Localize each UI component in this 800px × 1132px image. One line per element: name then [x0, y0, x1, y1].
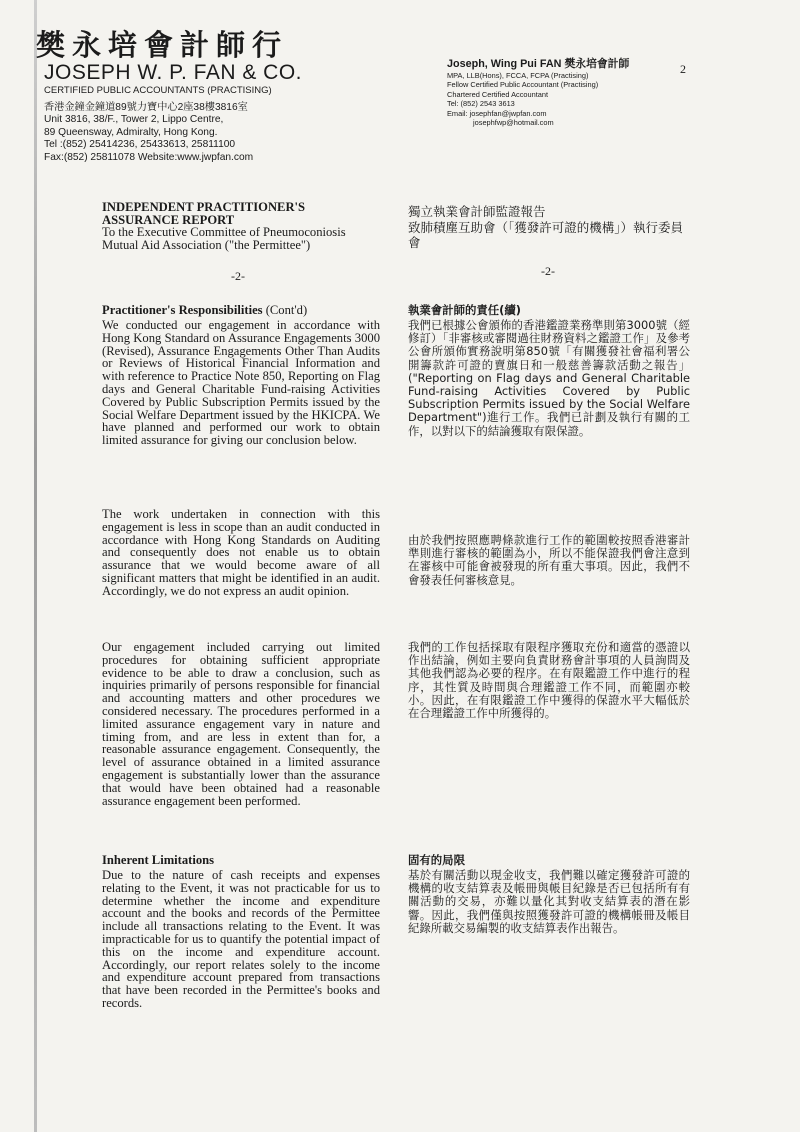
section-heading-inherent-limitations: Inherent Limitations [102, 853, 215, 867]
paragraph-text: 我們已根據公會頒佈的香港鑑證業務準則第3000號（經修訂）「非審核或審閱過往財務資料之鑑證工作」及參考公會所頒佈實務說明第850號「有關獲發社會福利署公開籌款許可證的賣旗日和一般慈善籌款活動之報告」("Reporting on Flag days and General Charitable Fund-raising Activities Covered by Public Subscription Permits issued by the Social Welfare Department")進行工作。我們已計劃及執行有關的工作，以對以下的結論獲取有限保證。 [408, 318, 690, 438]
responsibilities-paragraph-3-chinese [408, 641, 690, 720]
firm-chinese-name: 樊永培會計師行 [36, 28, 289, 62]
paragraph-text: The work undertaken in connection with this engagement is less in scope than an audit conducted in accordance with Hong Kong Standards on Auditing and consequently does not enable us to obtain assurance that we would become aware of all significant matters that might be identified in an audit. Accordingly, we do not express an audit opinion. [102, 507, 380, 598]
report-addressee-chinese: 致肺積塵互助會（「獲發許可證的機構」）執行委員會 [408, 219, 684, 251]
section-heading-inherent-limitations-chinese: 固有的局限 [408, 853, 465, 867]
address-line-1: Unit 3816, 38/F., Tower 2, Lippo Centre, [44, 114, 224, 126]
responsibilities-paragraph-1-english [102, 319, 380, 447]
report-title-chinese-block [408, 204, 690, 251]
paragraph-text: 由於我們按照應聘條款進行工作的範圍較按照香港審計準則進行審核的範圍為小，所以不能保證我們會注意到在審核中可能會被發現的所有重大事項。因此，我們不會發表任何審核意見。 [408, 533, 690, 587]
page-marker-english: -2- [231, 269, 245, 283]
report-addressee-english: To the Executive Committee of Pneumoconiosis Mutual Aid Association ("the Permittee") [102, 225, 346, 252]
firm-fax-website: Fax:(852) 25811078 Website:www.jwpfan.com [44, 151, 254, 163]
paragraph-text: We conducted our engagement in accordance with Hong Kong Standard on Assurance Engagements 3000 (Revised), Assurance Engagements Other Than Audits or Reviews of Historical Financial Information and with reference to Practice Note 850, Reporting on Flag days and General Charitable Fund-raising Activities Covered by Public Subscription Permits issued by the Social Welfare Department issued by the HKICPA. We have planned and performed our work to obtain limited assurance for giving our conclusion below. [102, 318, 380, 448]
page-marker-chinese: -2- [541, 264, 555, 278]
firm-english-name: JOSEPH W. P. FAN & CO. [44, 61, 303, 84]
responsibilities-paragraph-2-chinese [408, 534, 690, 587]
responsibilities-paragraph-1-chinese [408, 319, 690, 438]
contact-title-1: Fellow Certified Public Accountant (Practising) [447, 80, 599, 90]
firm-subtitle: CERTIFIED PUBLIC ACCOUNTANTS (PRACTISING) [44, 85, 272, 96]
contact-telephone: Tel: (852) 2543 3613 [447, 99, 515, 109]
contact-name: Joseph, Wing Pui FAN 樊永培會計師 [447, 58, 630, 70]
contact-title-2: Chartered Certified Accountant [447, 89, 549, 99]
paragraph-text: Our engagement included carrying out limited procedures for obtaining sufficient appropriate evidence to be able to draw a conclusion, such as inquiries primarily of persons responsible for financial and accounting matters and other procedures we considered necessary. The procedures performed in a limited assurance engagement vary in nature and timing from, and are less in extent than for, a reasonable assurance engagement. Consequently, the level of assurance obtained in a limited assurance engagement is substantially lower than the assurance that would have been obtained had a reasonable assurance engagement been performed. [102, 640, 380, 808]
responsibilities-heading-english [102, 304, 380, 317]
contact-email-2: josephfwp@hotmail.com [473, 118, 554, 128]
page-number: 2 [680, 62, 686, 76]
address-line-2: 89 Queensway, Admiralty, Hong Kong. [44, 126, 218, 138]
inherent-limitations-paragraph-chinese [408, 869, 690, 935]
contact-email-1: Email: josephfan@jwpfan.com [447, 108, 547, 118]
firm-address-block [44, 102, 253, 164]
inherent-limitations-paragraph-english [102, 869, 380, 1010]
section-heading-responsibilities-chinese: 執業會計師的責任(續) [408, 303, 521, 317]
address-chinese: 香港金鐘金鐘道89號力寶中心2座38樓3816室 [44, 102, 248, 113]
contact-block [447, 57, 629, 127]
report-title-line-2: ASSURANCE REPORT [102, 212, 235, 227]
contact-qualifications: MPA, LLB(Hons), FCCA, FCPA (Practising) [447, 71, 589, 80]
report-title-chinese: 獨立執業會計師監證報告 [408, 204, 546, 219]
responsibilities-paragraph-3-english [102, 641, 380, 807]
paragraph-text: 我們的工作包括採取有限程序獲取充份和適當的憑證以作出結論，例如主要向負責財務會計事項的人員詢問及其他我們認為必要的程序。在有限鑑證工作中進行的程序，其性質及時間與合理鑑證工作不同，而範圍亦較小。因此，在有限鑑證工作中獲得的保證水平大幅低於在合理鑑證工作中所獲得的。 [408, 640, 690, 721]
responsibilities-paragraph-2-english [102, 508, 380, 598]
section-heading-responsibilities: Practitioner's Responsibilities [102, 303, 263, 317]
report-title-line-1: INDEPENDENT PRACTITIONER'S [102, 200, 306, 214]
firm-telephone: Tel :(852) 25414236, 25433613, 25811100 [44, 139, 236, 151]
report-title-english [102, 201, 380, 252]
scan-edge-shadow [34, 0, 37, 1132]
paragraph-text: Due to the nature of cash receipts and expenses relating to the Event, it was not practicable for us to determine whether the income and expenditure account and the books and records of the Permittee include all transactions relating to the Event. It was impracticable for us to quantify the potential impact of this on the income and expenditure account. Accordingly, our report relates solely to the income and expenditure account prepared from transactions that have been recorded in the Permittee's books and records. [102, 868, 380, 1010]
paragraph-text: 基於有關活動以現金收支，我們難以確定獲發許可證的機構的收支結算表及帳冊與帳目紀錄是否已包括所有有關活動的交易，亦難以量化其對收支結算表的潛在影響。因此，我們僅與按照獲發許可證的機構帳冊及帳目紀錄所載交易編製的收支結算表作出報告。 [408, 868, 690, 935]
section-heading-suffix: (Cont'd) [262, 303, 308, 317]
